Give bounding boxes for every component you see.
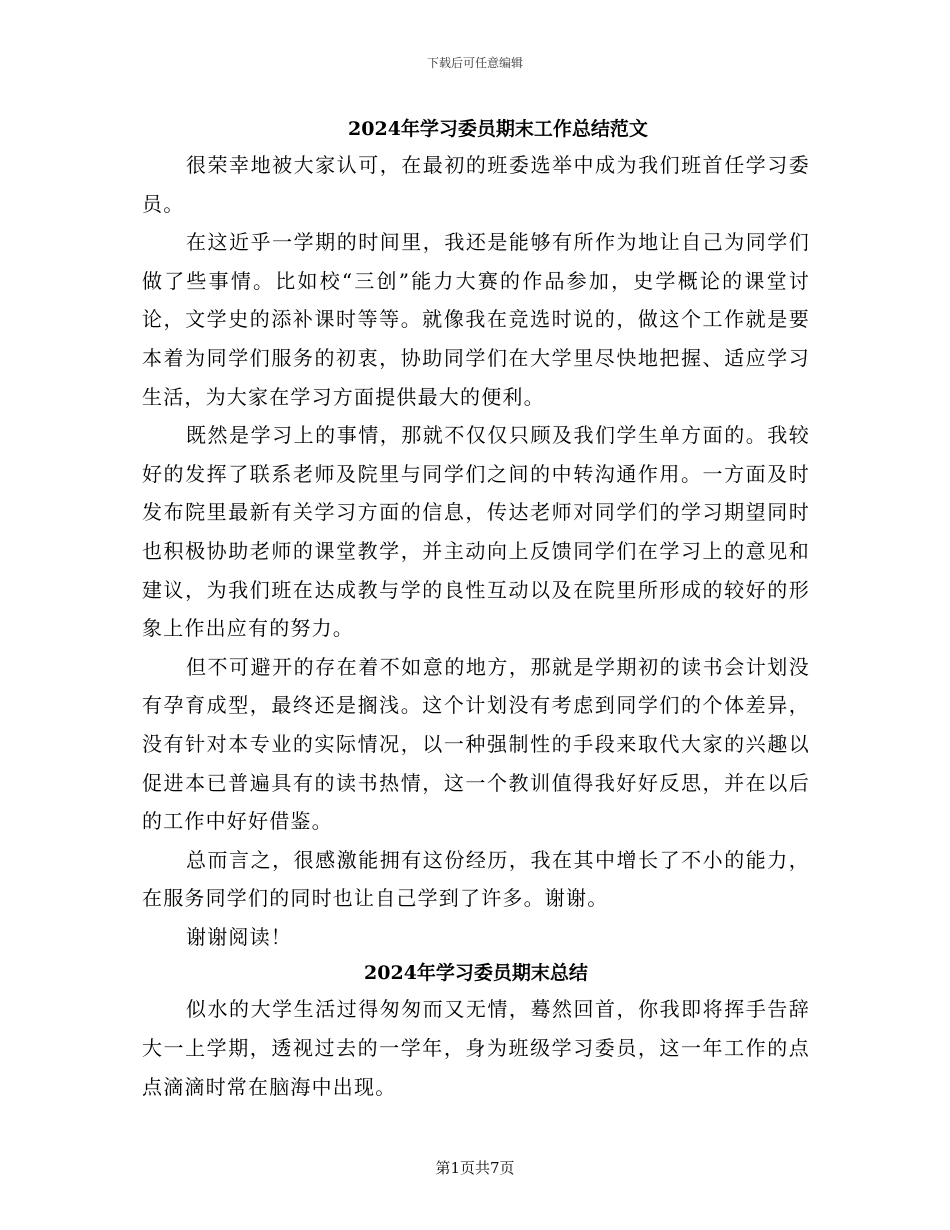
paragraph-7: 似水的大学生活过得匆匆而又无情，蓦然回首，你我即将挥手告辞大一上学期，透视过去的一学年，身为班级学习委员，这一年工作的点点滴滴时常在脑海中出现。	[142, 997, 810, 1099]
page-number: 第1页共7页	[435, 1159, 515, 1177]
paragraph-5: 总而言之，很感激能拥有这份经历，我在其中增长了不小的能力，在服务同学们的同时也让自己学到了许多。谢谢。	[142, 847, 810, 911]
page-header: 下载后可任意编辑	[426, 56, 523, 70]
section-title: 2024年学习委员期末总结	[364, 962, 588, 985]
paragraph-6: 谢谢阅读！	[186, 924, 292, 949]
paragraph-3: 既然是学习上的事情，那就不仅仅只顾及我们学生单方面的。我较好的发挥了联系老师及院里与同学们之间的中转沟通作用。一方面及时发布院里最新有关学习方面的信息，传达老师对同学们的学习期望同时也积极协助老师的课堂教学，并主动向上反馈同学们在学习上的意见和建议，为我们班在达成教与学的良性互动以及在院里所形成的较好的形象上作出应有的努力。	[142, 423, 810, 641]
paragraph-2: 在这近乎一学期的时间里，我还是能够有所作为地让自己为同学们做了些事情。比如校“三创”能力大赛的作品参加，史学概论的课堂讨论，文学史的添补课时等等。就像我在竞选时说的，做这个工作就是要本着为同学们服务的初衷，协助同学们在大学里尽快地把握、适应学习生活，为大家在学习方面提供最大的便利。	[142, 230, 810, 409]
document-title: 2024年学习委员期末工作总结范文	[348, 118, 648, 140]
document-body	[142, 112, 810, 1106]
paragraph-4: 但不可避开的存在着不如意的地方，那就是学期初的读书会计划没有孕育成型，最终还是搁浅。这个计划没有考虑到同学们的个体差异，没有针对本专业的实际情况，以一种强制性的手段来取代大家的兴趣以促进本已普遍具有的读书热情，这一个教训值得我好好反思，并在以后的工作中好好借鉴。	[142, 654, 810, 834]
paragraph-1: 很荣幸地被大家认可，在最初的班委选举中成为我们班首任学习委员。	[142, 153, 810, 216]
